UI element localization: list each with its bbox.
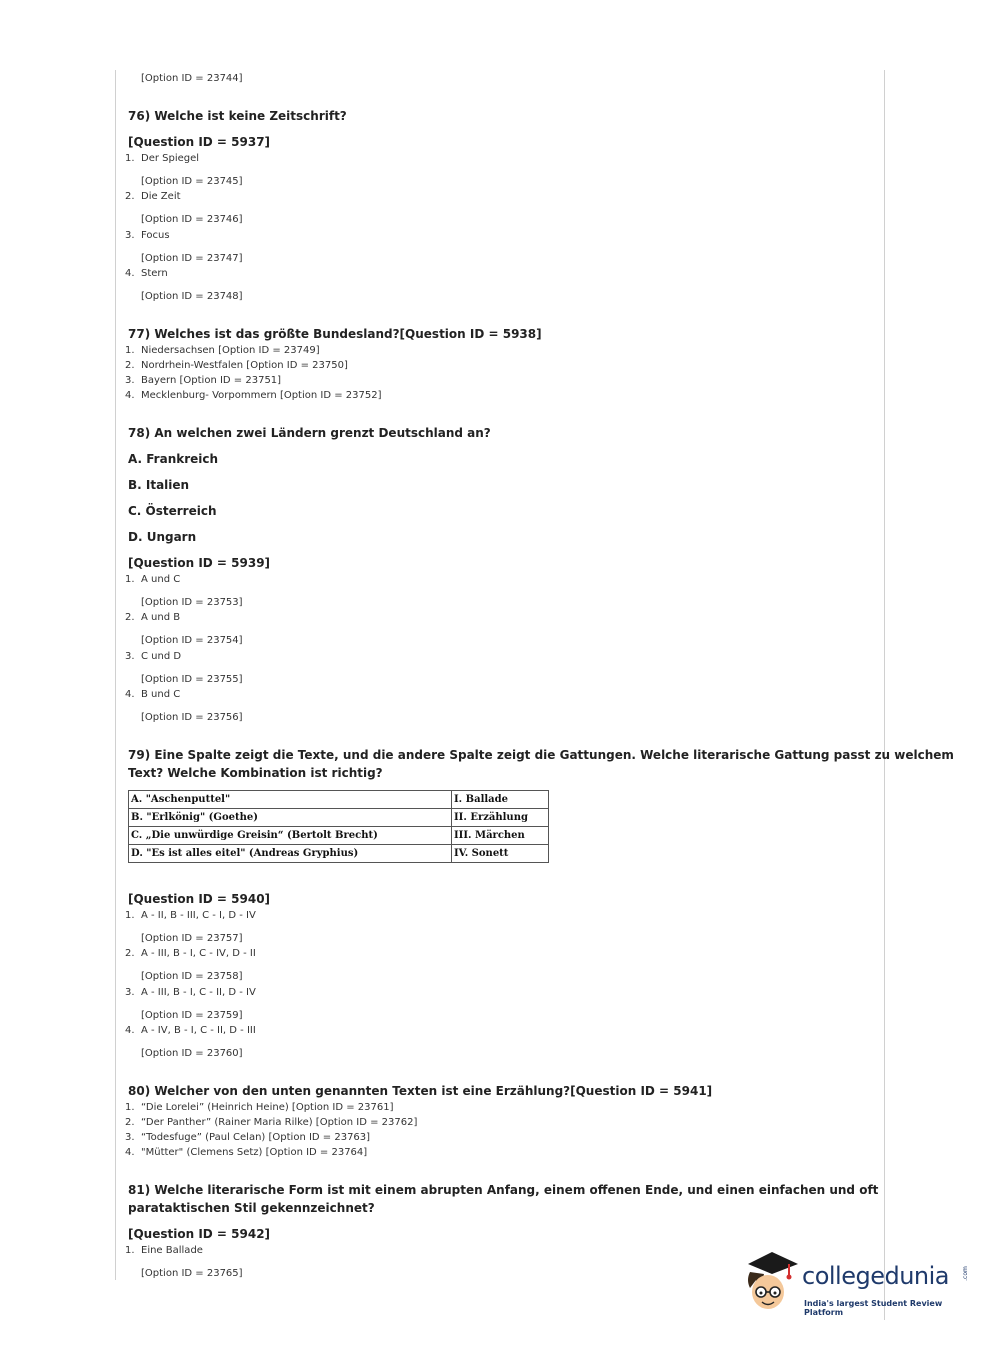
option-id: [Option ID = 23748] <box>141 291 243 302</box>
option-id: [Option ID = 23760] <box>141 1048 243 1059</box>
statement-b: B. Italien <box>128 478 190 492</box>
option-item: 4. B und C <box>125 689 181 700</box>
option-item: 2. A und B <box>125 612 181 623</box>
option-item: 1. A - II, B - III, C - I, D - IV <box>125 910 256 921</box>
option-id: [Option ID = 23753] <box>141 597 243 608</box>
option-item: 4. A - IV, B - I, C - II, D - III <box>125 1025 256 1036</box>
option-item: 4. "Mütter" (Clemens Setz) [Option ID = 23764] <box>125 1147 368 1158</box>
option-id: [Option ID = 23765] <box>141 1268 243 1279</box>
question-80-title: 80) Welcher von den unten genannten Texten ist eine Erzählung?[Question ID = 5941] <box>128 1084 713 1098</box>
option-item: 2. Nordrhein-Westfalen [Option ID = 23750] <box>125 360 348 371</box>
option-item: 4. Mecklenburg- Vorpommern [Option ID = 23752] <box>125 390 382 401</box>
table-cell-genre: II. Erzählung <box>452 809 549 827</box>
option-item: 3. C und D <box>125 651 182 662</box>
option-item: 1. Niedersachsen [Option ID = 23749] <box>125 345 320 356</box>
question-76-title: 76) Welche ist keine Zeitschrift? <box>128 109 347 123</box>
table-row <box>129 845 549 863</box>
option-item: 1. Eine Ballade <box>125 1245 203 1256</box>
table-cell-genre: I. Ballade <box>452 791 549 809</box>
option-item: 3. Focus <box>125 230 170 241</box>
statement-a: A. Frankreich <box>128 452 219 466</box>
option-id: [Option ID = 23744] <box>141 73 243 84</box>
option-item: 2. Die Zeit <box>125 191 181 202</box>
option-id: [Option ID = 23754] <box>141 635 243 646</box>
table-cell-genre: IV. Sonett <box>452 845 549 863</box>
table-cell-text: C. „Die unwürdige Greisin“ (Bertolt Brecht) <box>129 827 452 845</box>
question-76-id: [Question ID = 5937] <box>128 135 271 149</box>
question-77-title: 77) Welches ist das größte Bundesland?[Question ID = 5938] <box>128 327 542 341</box>
question-79-title-line2: Text? Welche Kombination ist richtig? <box>128 766 383 780</box>
option-id: [Option ID = 23755] <box>141 674 243 685</box>
option-item: 3. A - III, B - I, C - II, D - IV <box>125 987 256 998</box>
logo-suffix: .com <box>961 1266 969 1281</box>
question-81-title-line1: 81) Welche literarische Form ist mit einem abrupten Anfang, einem offenen Ende, und einen einfachen und oft <box>128 1183 879 1197</box>
option-item: 2. “Der Panther” (Rainer Maria Rilke) [Option ID = 23762] <box>125 1117 418 1128</box>
option-id: [Option ID = 23759] <box>141 1010 243 1021</box>
logo-name: collegedunia <box>802 1262 950 1290</box>
table-cell-text: B. "Erlkönig" (Goethe) <box>129 809 452 827</box>
option-item: 3. Bayern [Option ID = 23751] <box>125 375 282 386</box>
option-id: [Option ID = 23757] <box>141 933 243 944</box>
option-id: [Option ID = 23745] <box>141 176 243 187</box>
question-79-title-line1: 79) Eine Spalte zeigt die Texte, und die andere Spalte zeigt die Gattungen. Welche literarische Gattung passt zu welchem <box>128 748 954 762</box>
option-item: 4. Stern <box>125 268 168 279</box>
table-row <box>129 809 549 827</box>
question-78-title: 78) An welchen zwei Ländern grenzt Deutschland an? <box>128 426 491 440</box>
option-item: 1. Der Spiegel <box>125 153 200 164</box>
statement-c: C. Österreich <box>128 504 217 518</box>
option-id: [Option ID = 23756] <box>141 712 243 723</box>
option-item: 1. A und C <box>125 574 181 585</box>
table-cell-genre: III. Märchen <box>452 827 549 845</box>
table-row <box>129 827 549 845</box>
question-78-id: [Question ID = 5939] <box>128 556 271 570</box>
question-79-id: [Question ID = 5940] <box>128 892 271 906</box>
matching-table <box>128 790 549 863</box>
statement-d: D. Ungarn <box>128 530 197 544</box>
question-81-id: [Question ID = 5942] <box>128 1227 271 1241</box>
option-id: [Option ID = 23747] <box>141 253 243 264</box>
option-id: [Option ID = 23746] <box>141 214 243 225</box>
left-margin-line <box>115 70 116 1280</box>
table-row <box>129 791 549 809</box>
option-item: 2. A - III, B - I, C - IV, D - II <box>125 948 256 959</box>
question-81-title-line2: parataktischen Stil gekennzeichnet? <box>128 1201 375 1215</box>
option-id: [Option ID = 23758] <box>141 971 243 982</box>
collegedunia-logo <box>742 1248 972 1318</box>
table-cell-text: A. "Aschenputtel" <box>129 791 452 809</box>
table-cell-text: D. "Es ist alles eitel" (Andreas Gryphius) <box>129 845 452 863</box>
option-item: 3. “Todesfuge” (Paul Celan) [Option ID = 23763] <box>125 1132 371 1143</box>
mascot-icon <box>742 1250 800 1316</box>
logo-tagline: India's largest Student Review Platform <box>804 1299 943 1317</box>
option-item: 1. “Die Lorelei” (Heinrich Heine) [Option ID = 23761] <box>125 1102 394 1113</box>
right-margin-line <box>884 70 885 1320</box>
